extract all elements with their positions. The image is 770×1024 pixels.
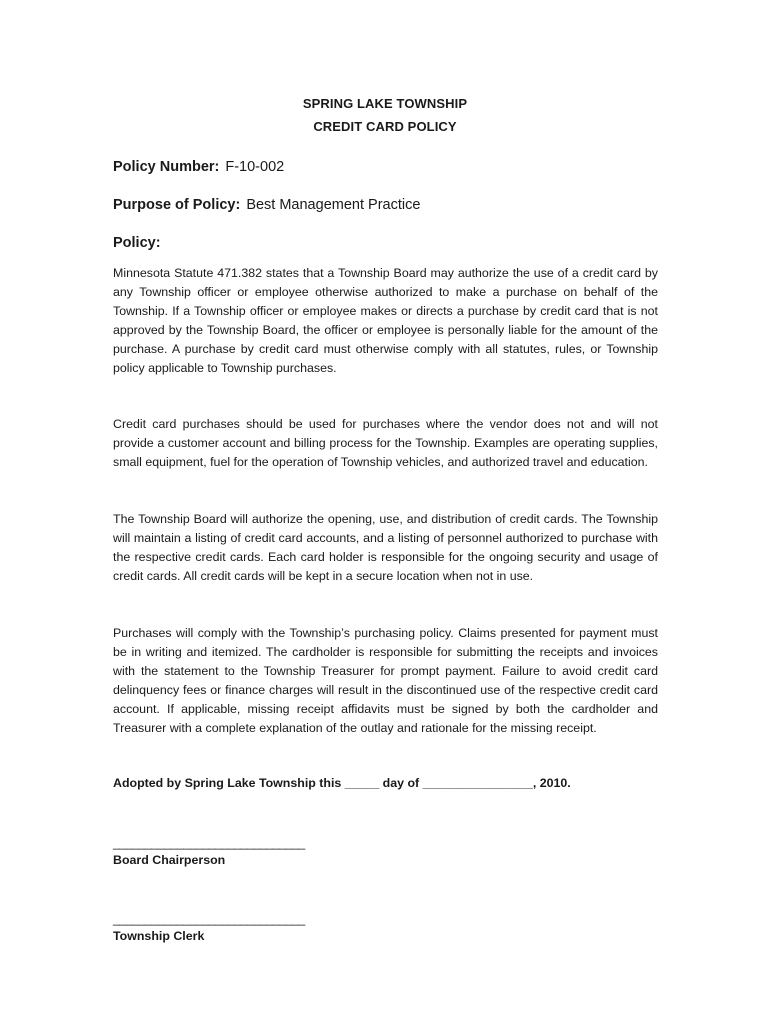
policy-number-field — [113, 159, 284, 175]
policy-paragraph: Purchases will comply with the Township’s purchasing policy. Claims presented for payment must be in writing and itemized. The cardholder is responsible for submitting the receipts and invoices with the statement to the Township Treasurer for prompt payment. Failure to avoid credit card delinquency fees or finance charges will result in the discontinued use of the respective credit card account. If applicable, missing receipt affidavits must be signed by both the cardholder and Treasurer with a complete explanation of the outlay and rationale for the missing receipt. — [113, 626, 658, 735]
township-clerk-label: Township Clerk — [113, 929, 205, 943]
policy-paragraph: The Township Board will authorize the opening, use, and distribution of credit cards. The Township will maintain a listing of credit card accounts, and a listing of personnel authorized to purchase with the respective credit cards. Each card holder is responsible for the ongoing security and usage of credit cards. All credit cards will be kept in a secure location when not in use. — [113, 512, 658, 583]
policy-number-label: Policy Number: — [113, 159, 220, 175]
policy-paragraph: Minnesota Statute 471.382 states that a Township Board may authorize the use of a credit card by any Township officer or employee otherwise authorized to make a purchase on behalf of the Township. If a Township officer or employee makes or directs a purchase by credit card that is not approved by the Township Board, the officer or employee is personally liable for the amount of the purchase. A purchase by credit card must otherwise comply with all statutes, rules, or Township policy applicable to Township purchases. — [113, 266, 658, 375]
signature-line: ______________________________ — [113, 912, 305, 926]
board-chairperson-label: Board Chairperson — [113, 853, 226, 867]
purpose-value: Best Management Practice — [246, 197, 421, 213]
signature-line: ______________________________ — [113, 836, 305, 850]
adoption-statement: Adopted by Spring Lake Township this _____ day of ________________, 2010. — [113, 776, 571, 790]
purpose-field — [113, 197, 420, 213]
policy-heading-label: Policy: — [113, 235, 161, 251]
document-title-line-2: CREDIT CARD POLICY — [313, 119, 457, 134]
purpose-label: Purpose of Policy: — [113, 197, 241, 213]
policy-paragraph: Credit card purchases should be used for purchases where the vendor does not and will not provide a customer account and billing process for the Township. Examples are operating supplies, small equipment, fuel for the operation of Township vehicles, and authorized travel and education. — [113, 417, 658, 469]
policy-heading — [113, 235, 161, 251]
policy-number-value: F-10-002 — [225, 159, 285, 175]
document-title-line-1: SPRING LAKE TOWNSHIP — [302, 96, 468, 111]
